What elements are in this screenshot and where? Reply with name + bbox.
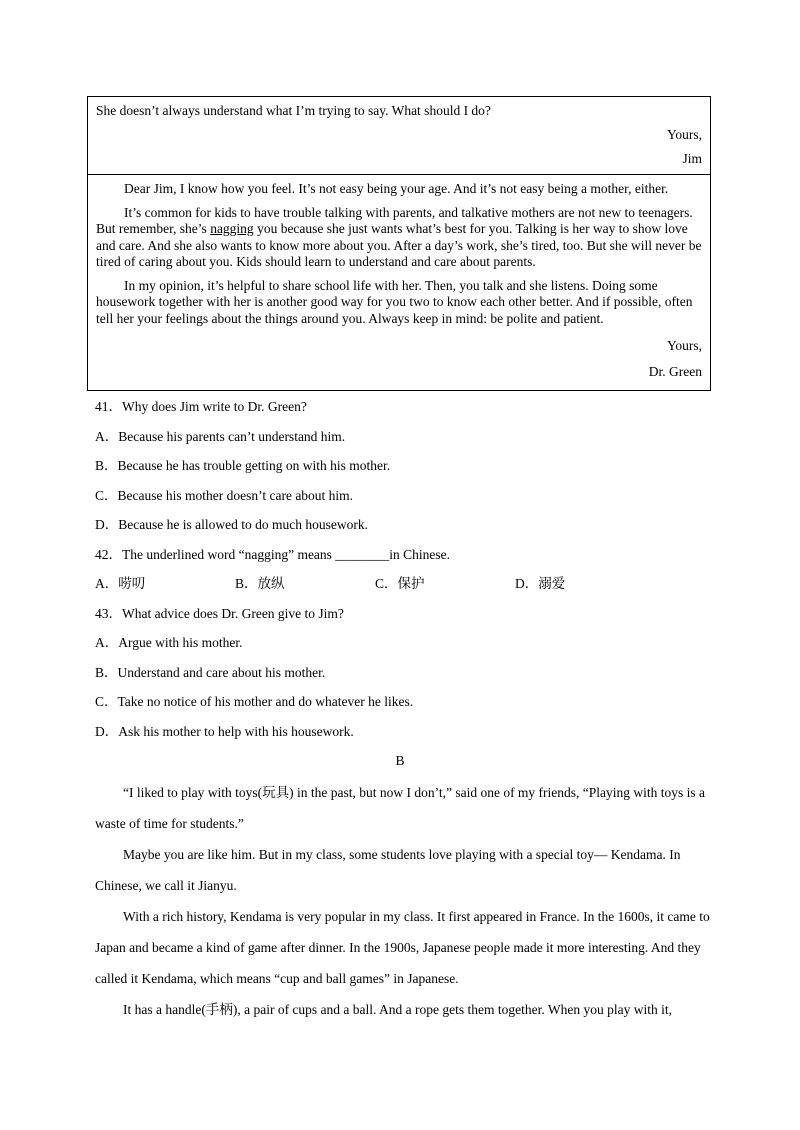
question-41-option-a: A．Because his parents can’t understand him. xyxy=(95,428,346,444)
reply-paragraph-3: In my opinion, it’s helpful to share school life with her. Then, you talk and she listens. Doing some housework together with her is another good way for you two to know each other better. And if possible, often tell her your feelings about the things around you. Always keep in mind: be polite and patient. xyxy=(96,277,693,326)
passage-paragraph-3: With a rich history, Kendama is very popular in my class. It first appeared in France. In the 1600s, it came to Japan and became a kind of game after dinner. In the 1900s, Japanese people made it more interesting. And they called it Kendama, which means “cup and ball games” in Japanese. xyxy=(95,909,710,986)
question-41-option-c: C．Because his mother doesn’t care about him. xyxy=(95,487,354,503)
reply-closing: Yours, xyxy=(666,338,702,353)
question-43-option-b: B．Understand and care about his mother. xyxy=(95,664,326,680)
questions-section xyxy=(95,396,715,750)
question-41: 41．Why does Jim write to Dr. Green? xyxy=(95,399,307,414)
underlined-word: nagging xyxy=(210,221,254,236)
reply-paragraph-2 xyxy=(96,205,702,271)
reply-signature: Dr. Green xyxy=(648,364,702,379)
question-43-option-c: C．Take no notice of his mother and do whatever he likes. xyxy=(95,694,414,709)
question-42-option-d: D．溺爱 xyxy=(515,576,566,591)
reply-paragraph-2-start: It’s common for kids to have trouble talking with parents, and talkative mothers are not new to teenagers. But remember, she’s xyxy=(96,204,693,236)
jim-letter xyxy=(88,97,710,174)
question-43: 43．What advice does Dr. Green give to Jim? xyxy=(95,605,344,621)
question-42: 42．The underlined word “nagging” means ________in Chinese. xyxy=(95,546,451,562)
question-42-option-c: C．保护 xyxy=(375,576,425,591)
letter-table xyxy=(87,96,711,391)
question-41-option-b: B．Because he has trouble getting on with his mother. xyxy=(95,458,391,473)
reply-paragraph-1: Dear Jim, I know how you feel. It’s not easy being your age. And it’s not easy being a mother, either. xyxy=(124,181,669,196)
question-43-option-a: A．Argue with his mother. xyxy=(95,635,243,650)
passage-paragraph-2: Maybe you are like him. But in my class, some students love playing with a special toy— Kendama. In Chinese, we call it Jianyu. xyxy=(95,847,681,893)
jim-letter-closing: Yours, xyxy=(666,127,702,142)
question-41-option-d: D．Because he is allowed to do much housework. xyxy=(95,517,368,532)
reply-paragraph-2-end: you because she just wants what’s best for you. Talking is her way to show love and care. And she also wants to know more about you. After a day’s work, she’s tired, too. But she will never be tired of caring about you. Kids should learn to understand and care about parents. xyxy=(96,221,702,269)
question-42-options xyxy=(95,573,715,603)
jim-letter-signature: Jim xyxy=(682,151,702,166)
passage-paragraph-4: It has a handle(手柄), a pair of cups and a ball. And a rope gets them together. When you play with it, xyxy=(123,1002,672,1017)
jim-letter-text: She doesn’t always understand what I’m trying to say. What should I do? xyxy=(96,103,491,118)
section-b-passage xyxy=(95,777,710,1025)
question-43-option-d: D．Ask his mother to help with his housework. xyxy=(95,723,354,739)
question-42-option-b: B．放纵 xyxy=(235,576,285,591)
section-b-title: B xyxy=(395,753,405,768)
question-42-option-a: A．唠叨 xyxy=(95,576,146,591)
dr-green-reply xyxy=(88,174,710,390)
passage-paragraph-1: “I liked to play with toys(玩具) in the past, but now I don’t,” said one of my friends, “Playing with toys is a waste of time for students.” xyxy=(95,785,706,831)
